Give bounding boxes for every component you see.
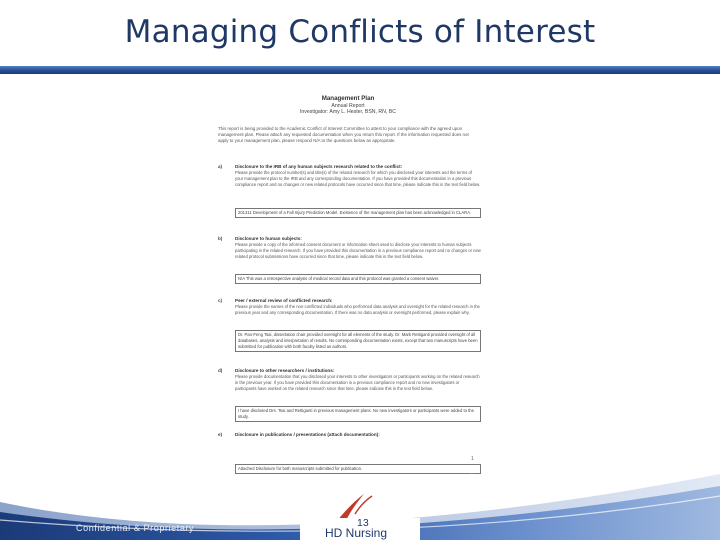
section-response-box: Attached Disclosure for both manuscripts submitted for publication. (235, 464, 481, 474)
section-response-box: I have disclosed Drs. Tsai and Rettiganti in previous management plans. No new investigators or participants were added to the study. (235, 406, 481, 422)
section-letter: c) (218, 298, 223, 303)
management-plan-document (212, 96, 484, 480)
section-body: Please provide documentation that you disclosed your interests to other investigators or participants working on the related research in the previous year. If you have provided this documentation in a previous compliance report and no new investigators or participants have worked on the related research since that time, please indicate this in the text field below. (235, 374, 480, 391)
footer-confidential-label: Confidential & Proprietary (76, 523, 195, 533)
document-title: Management Plan (321, 95, 375, 102)
section-heading: Disclosure in publications / presentations (attach documentation): (235, 432, 380, 437)
footer-organization-label: HD Nursing (325, 526, 388, 540)
section-heading: Disclosure to the IRB of any human subjects research related to the conflict: (235, 164, 403, 169)
section-letter: e) (218, 432, 223, 437)
document-investigator: Investigator: Amy L. Hester, BSN, RN, BC (299, 109, 396, 116)
section-letter: b) (218, 236, 223, 241)
document-page-number: 1 (471, 456, 474, 462)
section-body: Please provide the names of the non-conflicted individuals who performed data analysis and oversight for the related research in the previous year and any corresponding documentation. If there was no data analysis or oversight performed, please explain why. (235, 304, 480, 315)
section-response-box: N/A This was a retrospective analysis of medical record data and this protocol was granted a consent waiver. (235, 274, 481, 284)
section-body: Please provide the protocol number(s) and title(s) of the related research for which you disclosed your interests and the terms of your management plan to the IRB and any corresponding documentation. If you have provided this documentation in a previous compliance report and no changes or new related protocols have occurred since that time, please indicate this in the text field below. (235, 170, 481, 187)
title-divider-bar (0, 66, 720, 74)
section-letter: a) (218, 164, 223, 169)
document-header (212, 96, 484, 116)
section-response-box: Dr. Pao-Feng Tsai, dissertation chair provided oversight for all elements of the study. Dr. Mark Rettiganti provided oversight of all databases, analysis and interpretation of results. No corresponding documentation exists, except that two manuscripts have been submitted for publication with both faculty listed as authors. (235, 330, 481, 352)
document-subtitle: Annual Report (331, 102, 365, 109)
section-response-box: 201311 Development of a Fall Injury Prediction Model. Existence of the management plan has been acknowledged in CLARA. (235, 208, 481, 218)
slide-title: Managing Conflicts of Interest (124, 14, 596, 50)
section-heading: Disclosure to human subjects: (235, 236, 302, 241)
section-heading: Disclosure to other researchers / institutions: (235, 368, 335, 373)
slide-number: 13 (357, 517, 369, 529)
section-body: Please provide a copy of the informed consent document or information sheet used to disclose your interests to human subjects participating in the related research. If you have provided this documentation in a previous compliance report and no changes or new related protocol submissions have occurred since that time, please indicate this in the text field below. (235, 242, 481, 259)
section-letter: d) (218, 368, 223, 373)
section-heading: Peer / external review of conflicted research: (235, 298, 333, 303)
document-intro: This report is being provided to the Academic Conflict of Interest Committee to attest to your compliance with the agreed upon management plan. Please attach any requested documentation when you return this report. If the information requested does not apply to your management plan, please respond N/A to the questions below as appropriate. (218, 126, 469, 144)
